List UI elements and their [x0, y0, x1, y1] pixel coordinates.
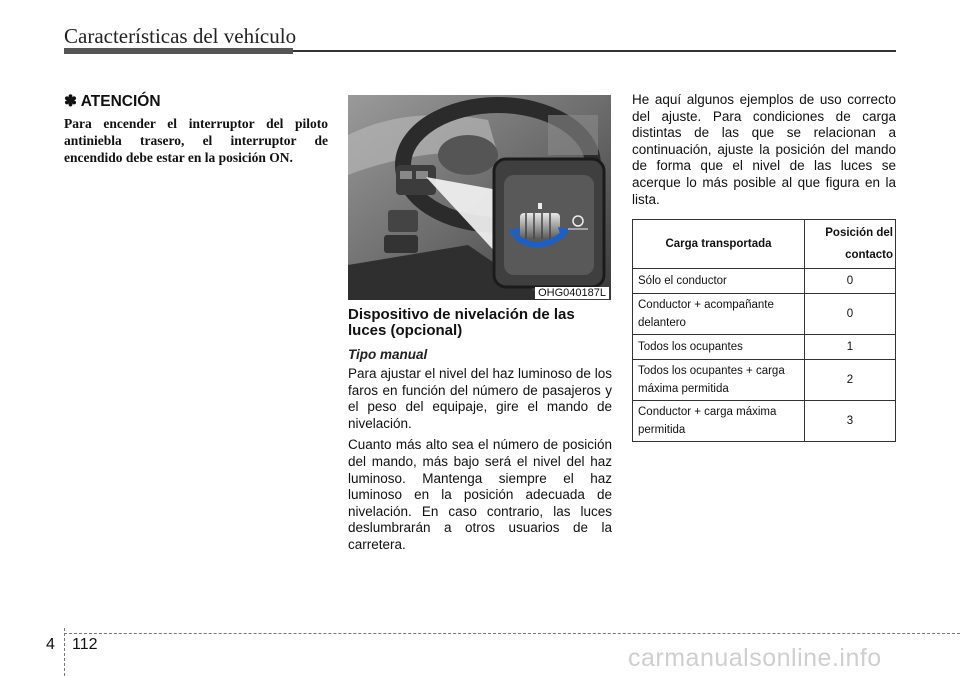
chapter-number: 4: [46, 636, 55, 653]
attention-box: [64, 92, 328, 166]
examples-intro: He aquí algunos ejemplos de uso correcto del ajuste. Para condiciones de carga distintas de las que se relacionan a continuación, ajuste la posición del mando de forma que el nivel de las luces se acerque lo más posible al que figura en la lista.: [632, 92, 896, 207]
dashboard-photo: [348, 95, 611, 300]
examples-section: [632, 92, 896, 208]
table-row: [633, 335, 896, 360]
table-cell-load: Todos los ocupantes + carga máxima permitida: [633, 360, 805, 401]
header-load: Carga transportada: [633, 220, 805, 269]
table-cell-position: 0: [805, 269, 896, 294]
leveling-section: [348, 307, 612, 559]
table-cell-load: Sólo el conductor: [633, 269, 805, 294]
leveling-title: Dispositivo de nivelación de las luces (opcional): [348, 306, 575, 339]
figure-code: OHG040187L: [535, 287, 609, 299]
page-number: 112: [72, 636, 98, 653]
footer-divider-horizontal: [64, 633, 960, 634]
watermark: carmanualsonline.info: [628, 644, 882, 672]
table-row: [633, 269, 896, 294]
table-cell-position: 0: [805, 294, 896, 335]
leveling-paragraph-2: Cuanto más alto sea el número de posición del mando, más bajo será el nivel del haz luminoso. Mantenga siempre el haz luminoso en la posición adecuada de nivelación. En caso contrario, las luces deslumbrarán a otros usuarios de la carretera.: [348, 437, 612, 552]
header-position: Posición del contacto: [805, 220, 896, 269]
table-cell-position: 2: [805, 360, 896, 401]
leveling-paragraph-1: Para ajustar el nivel del haz luminoso de los faros en función del número de pasajeros y el peso del equipaje, gire el mando de nivelación.: [348, 366, 612, 431]
attention-title: ✽ ATENCIÓN: [64, 93, 161, 110]
footer-divider-vertical: [64, 628, 65, 676]
leveling-subtitle: Tipo manual: [348, 347, 428, 362]
table-cell-position: 3: [805, 401, 896, 442]
table-row: [633, 401, 896, 442]
table-row: [633, 360, 896, 401]
page-header-title: Características del vehículo: [64, 24, 297, 48]
attention-body: Para encender el interruptor del piloto antiniebla trasero, el interruptor de encendido debe estar en la posición ON.: [64, 116, 328, 165]
header-rule: [293, 50, 896, 52]
table-cell-load: Conductor + carga máxima permitida: [633, 401, 805, 442]
table-cell-load: Conductor + acompañante delantero: [633, 294, 805, 335]
table-row: [633, 294, 896, 335]
table-cell-load: Todos los ocupantes: [633, 335, 805, 360]
header-accent-bar: [64, 48, 293, 54]
table-cell-position: 1: [805, 335, 896, 360]
load-position-table: [632, 219, 896, 442]
table-header-row: [633, 220, 896, 269]
